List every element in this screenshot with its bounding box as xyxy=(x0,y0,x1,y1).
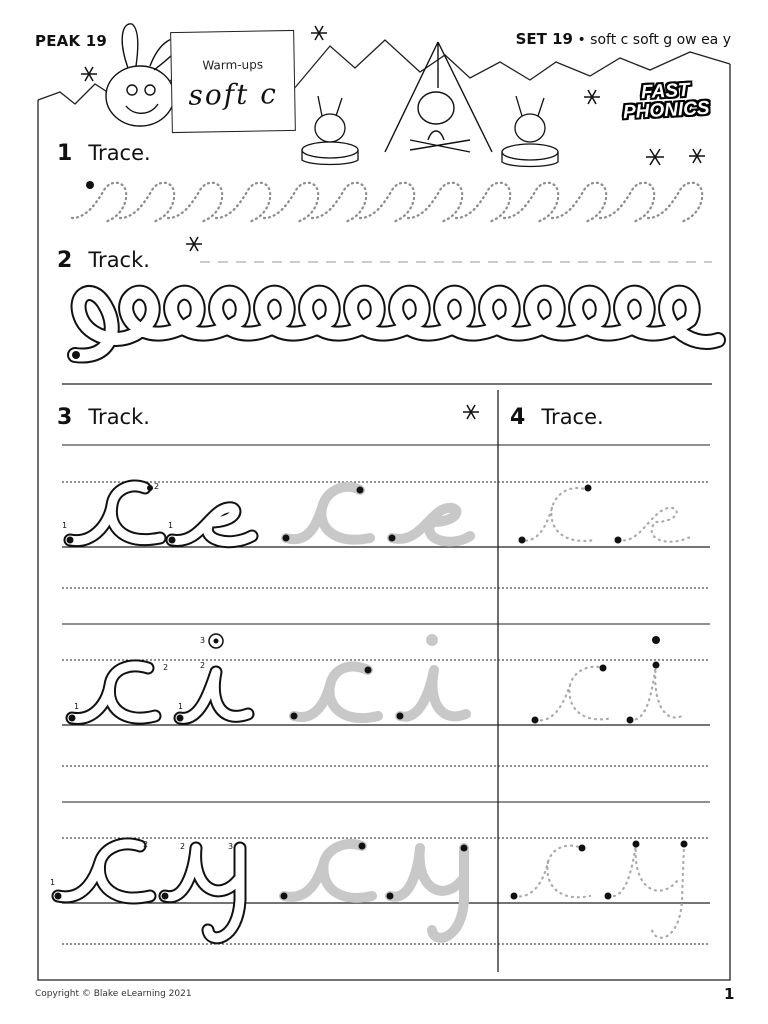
set-focus: soft c soft g ow ea y xyxy=(590,32,731,48)
card-title: Warm-ups xyxy=(202,57,264,73)
stroke-number: 1 xyxy=(62,521,68,530)
set-number: SET 19 xyxy=(515,30,573,48)
stroke-number: 3 xyxy=(228,842,234,851)
start-dot xyxy=(86,181,94,189)
trace-loops xyxy=(72,183,702,222)
stroke-number: 2 xyxy=(143,840,149,849)
fast-phonics-logo: FAST PHONICS xyxy=(622,79,711,124)
page-number: 1 xyxy=(724,985,735,1003)
start-dot xyxy=(72,351,80,359)
bullet-separator: • xyxy=(577,32,591,48)
peak-label: PEAK 19 xyxy=(35,32,107,50)
section-4-title: 4 Trace. xyxy=(510,405,604,430)
stroke-number: 2 xyxy=(200,661,206,670)
stroke-number: 1 xyxy=(168,521,174,530)
stroke-number: 2 xyxy=(180,842,186,851)
campfire-illustration xyxy=(385,42,492,152)
section-1-title: 1 Trace. xyxy=(57,141,151,166)
row-cy-track xyxy=(58,844,684,938)
section-3-title: 3 Track. xyxy=(57,405,150,430)
mascot-illustration xyxy=(106,24,180,126)
copyright-text: Copyright © Blake eLearning 2021 xyxy=(35,989,192,999)
stroke-number: 1 xyxy=(178,702,184,711)
stroke-number: 2 xyxy=(163,663,169,672)
row-ci-track xyxy=(72,634,682,720)
stroke-number: 1 xyxy=(74,702,80,711)
set-label xyxy=(516,30,731,48)
character-stump-left xyxy=(302,96,358,165)
card-focus: soft c xyxy=(188,77,279,112)
stroke-number: 1 xyxy=(50,878,56,887)
character-stump-right xyxy=(502,96,558,167)
stroke-number: 3 xyxy=(200,636,206,645)
row-ce-track xyxy=(70,486,692,542)
handwriting-lines xyxy=(62,445,710,944)
stroke-number: 2 xyxy=(154,482,160,491)
row-ce-letters xyxy=(0,0,1,1)
warmups-card xyxy=(170,30,296,133)
section-2-title: 2 Track. xyxy=(57,248,150,273)
